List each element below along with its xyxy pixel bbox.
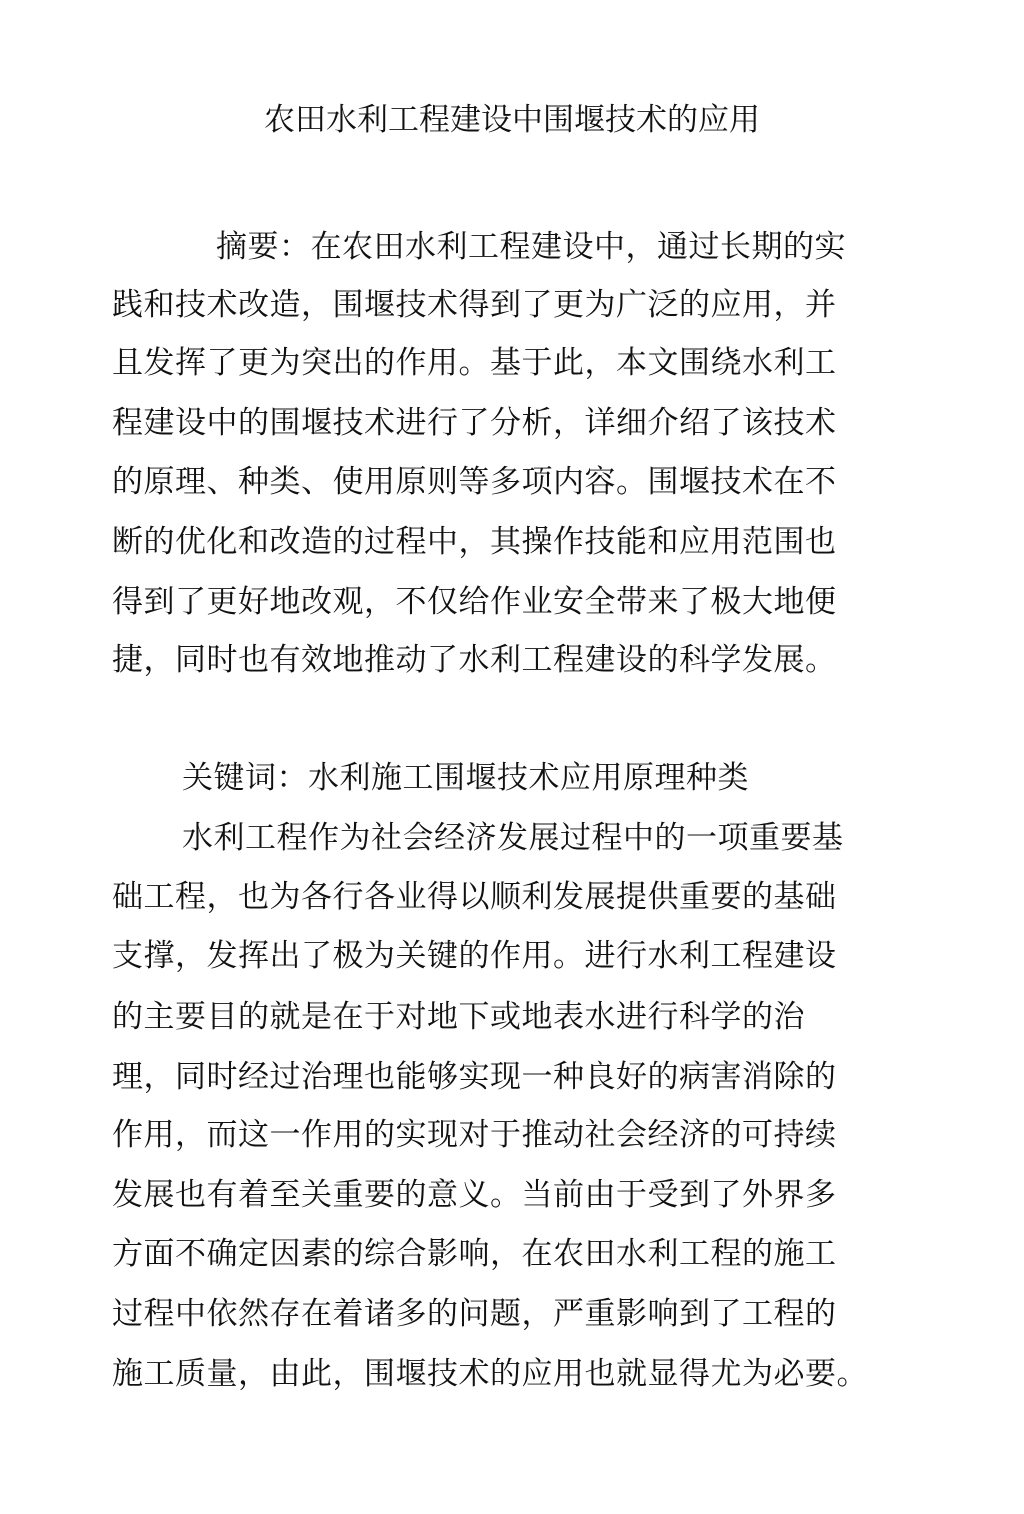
body-line: 础工程，也为各行各业得以顺利发展提供重要的基础 xyxy=(112,879,837,915)
abstract-line: 的原理、种类、使用原则等多项内容。围堰技术在不 xyxy=(112,464,837,500)
body-line: 支撑，发挥出了极为关键的作用。进行水利工程建设 xyxy=(112,938,837,974)
abstract-line: 捷，同时也有效地推动了水利工程建设的科学发展。 xyxy=(112,642,837,678)
abstract-line: 摘要：在农田水利工程建设中，通过长期的实 xyxy=(216,229,846,265)
body-line: 方面不确定因素的综合影响，在农田水利工程的施工 xyxy=(112,1236,837,1272)
abstract-line: 且发挥了更为突出的作用。基于此，本文围绕水利工 xyxy=(112,345,837,381)
body-line: 发展也有着至关重要的意义。当前由于受到了外界多 xyxy=(112,1177,837,1213)
body-line: 理，同时经过治理也能够实现一种良好的病害消除的 xyxy=(112,1059,837,1095)
body-line: 水利工程作为社会经济发展过程中的一项重要基 xyxy=(182,820,844,856)
abstract-line: 得到了更好地改观，不仅给作业安全带来了极大地便 xyxy=(112,584,837,620)
abstract-line: 断的优化和改造的过程中，其操作技能和应用范围也 xyxy=(112,524,837,560)
body-line: 的主要目的就是在于对地下或地表水进行科学的治 xyxy=(112,999,805,1035)
body-line: 施工质量，由此，围堰技术的应用也就显得尤为必要。 xyxy=(112,1356,868,1392)
document-title: 农田水利工程建设中围堰技术的应用 xyxy=(264,102,760,138)
body-line: 作用，而这一作用的实现对于推动社会经济的可持续 xyxy=(112,1117,837,1153)
abstract-line: 程建设中的围堰技术进行了分析，详细介绍了该技术 xyxy=(112,405,837,441)
keywords-line: 关键词：水利施工围堰技术应用原理种类 xyxy=(182,760,749,796)
abstract-line: 践和技术改造，围堰技术得到了更为广泛的应用，并 xyxy=(112,287,837,323)
body-line: 过程中依然存在着诸多的问题，严重影响到了工程的 xyxy=(112,1296,837,1332)
